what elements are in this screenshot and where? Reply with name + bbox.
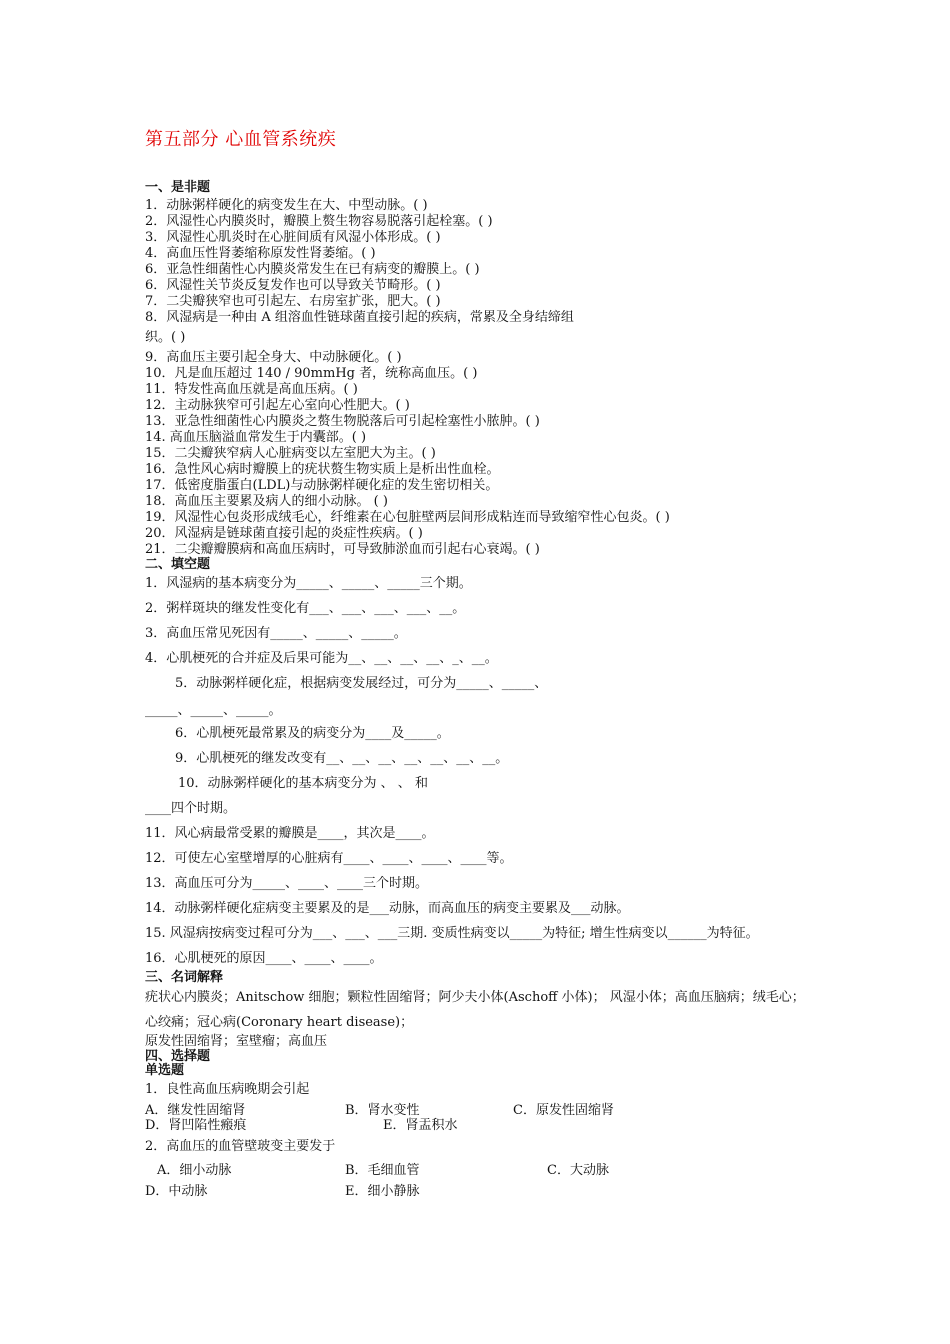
terms-line: 疣状心内膜炎；Anitschow 细胞；颗粒性固缩肾；阿少夫小体(Aschoff 小体)； 风湿小体；高血压脑病；绒毛心； [145,990,805,1005]
tf-item: 17．低密度脂蛋白(LDL)与动脉粥样硬化症的发生密切相关。 [145,478,499,493]
subsection-heading-single-choice: 单选题 [145,1063,185,1078]
tf-item: 13．亚急性细菌性心内膜炎之赘生物脱落后可引起栓塞性小脓肿。( ) [145,414,540,429]
fill-item: 16．心肌梗死的原因____、____、____。 [145,951,383,966]
fill-item: 10．动脉粥样硬化的基本病变分为 、 、 和 [178,776,428,791]
mcq-option: C．大动脉 [547,1163,609,1178]
tf-item: 20．风湿病是链球菌直接引起的炎症性疾病。( ) [145,526,423,541]
mcq-question: 2．高血压的血管壁玻变主要发于 [145,1139,336,1154]
tf-item: 1．动脉粥样硬化的病变发生在大、中型动脉。( ) [145,198,428,213]
fill-item: 2．粥样斑块的继发性变化有___、___、___、___、__。 [145,601,466,616]
fill-item: 13．高血压可分为_____、____、____三个时期。 [145,876,429,891]
fill-item-continued: _____、_____、_____。 [145,703,282,718]
page-title: 第五部分 心血管系统疾 [145,129,337,150]
section-heading-true-false: 一、是非题 [145,180,211,195]
fill-item: 1．风湿病的基本病变分为_____、_____、_____三个期。 [145,576,472,591]
mcq-option: B．毛细血管 [345,1163,420,1178]
tf-item: 11．特发性高血压就是高血压病。( ) [145,382,358,397]
tf-item: 12．主动脉狭窄可引起左心室向心性肥大。( ) [145,398,410,413]
fill-item: 3．高血压常见死因有_____、_____、_____。 [145,626,407,641]
tf-item: 8．风湿病是一种由 A 组溶血性链球菌直接引起的疾病，常累及全身结缔组 [145,310,574,325]
fill-item-continued: ____四个时期。 [145,801,237,816]
mcq-option: E．细小静脉 [345,1184,420,1199]
mcq-option: A．继发性固缩肾 [145,1103,246,1118]
fill-item: 4．心肌梗死的合并症及后果可能为__、__、__、__、_、__。 [145,651,498,666]
tf-item: 3．风湿性心肌炎时在心脏间质有风湿小体形成。( ) [145,230,441,245]
tf-item: 19．风湿性心包炎形成绒毛心，纤维素在心包脏壁两层间形成粘连而导致缩窄性心包炎。( ) [145,510,670,525]
fill-item: 15. 风湿病按病变过程可分为___、___、___三期. 变质性病变以_____为特征; 增生性病变以______为特征。 [145,926,759,941]
fill-item: 9．心肌梗死的继发改变有__、__、__、__、__、__、__。 [175,751,509,766]
section-heading-terms: 三、名词解释 [145,970,224,985]
terms-line: 原发性固缩肾；室壁瘤；高血压 [145,1034,328,1049]
tf-item: 2．风湿性心内膜炎时，瓣膜上赘生物容易脱落引起栓塞。( ) [145,214,493,229]
tf-item: 15．二尖瓣狭窄病人心脏病变以左室肥大为主。( ) [145,446,436,461]
tf-item: 6．亚急性细菌性心内膜炎常发生在已有病变的瓣膜上。( ) [145,262,480,277]
fill-item: 11．风心病最常受累的瓣膜是____，其次是____。 [145,826,435,841]
tf-item: 18．高血压主要累及病人的细小动脉。 ( ) [145,494,388,509]
section-heading-fill-blank: 二、填空题 [145,557,211,572]
section-heading-choice: 四、选择题 [145,1049,211,1064]
tf-item: 21．二尖瓣瓣膜病和高血压病时，可导致肺淤血而引起右心衰竭。( ) [145,542,540,557]
tf-item: 14. 高血压脑溢血常发生于内囊部。( ) [145,430,367,445]
fill-item: 12．可使左心室壁增厚的心脏病有____、____、____、____等。 [145,851,513,866]
tf-item: 6．风湿性关节炎反复发作也可以导致关节畸形。( ) [145,278,441,293]
mcq-option: A．细小动脉 [157,1163,232,1178]
mcq-option: D．肾凹陷性瘢痕 [145,1118,247,1133]
mcq-option: D．中动脉 [145,1184,208,1199]
tf-item-continued: 织。( ) [145,330,186,345]
mcq-option: B．肾水变性 [345,1103,420,1118]
tf-item: 9．高血压主要引起全身大、中动脉硬化。( ) [145,350,402,365]
tf-item: 10．凡是血压超过 140 / 90mmHg 者，统称高血压。( ) [145,366,478,381]
tf-item: 4．高血压性肾萎缩称原发性肾萎缩。( ) [145,246,376,261]
tf-item: 16．急性风心病时瓣膜上的疣状赘生物实质上是析出性血栓。 [145,462,500,477]
tf-item: 7．二尖瓣狭窄也可引起左、右房室扩张，肥大。( ) [145,294,441,309]
mcq-option: C．原发性固缩肾 [513,1103,614,1118]
fill-item: 14．动脉粥样硬化症病变主要累及的是___动脉，而高血压的病变主要累及___动脉。 [145,901,630,916]
mcq-question: 1．良性高血压病晚期会引起 [145,1082,310,1097]
fill-item: 6．心肌梗死最常累及的病变分为____及_____。 [175,726,450,741]
terms-line: 心绞痛；冠心病(Coronary heart disease)； [145,1015,414,1030]
fill-item: 5．动脉粥样硬化症，根据病变发展经过，可分为_____、_____、 [175,676,548,691]
mcq-option: E．肾盂积水 [383,1118,458,1133]
